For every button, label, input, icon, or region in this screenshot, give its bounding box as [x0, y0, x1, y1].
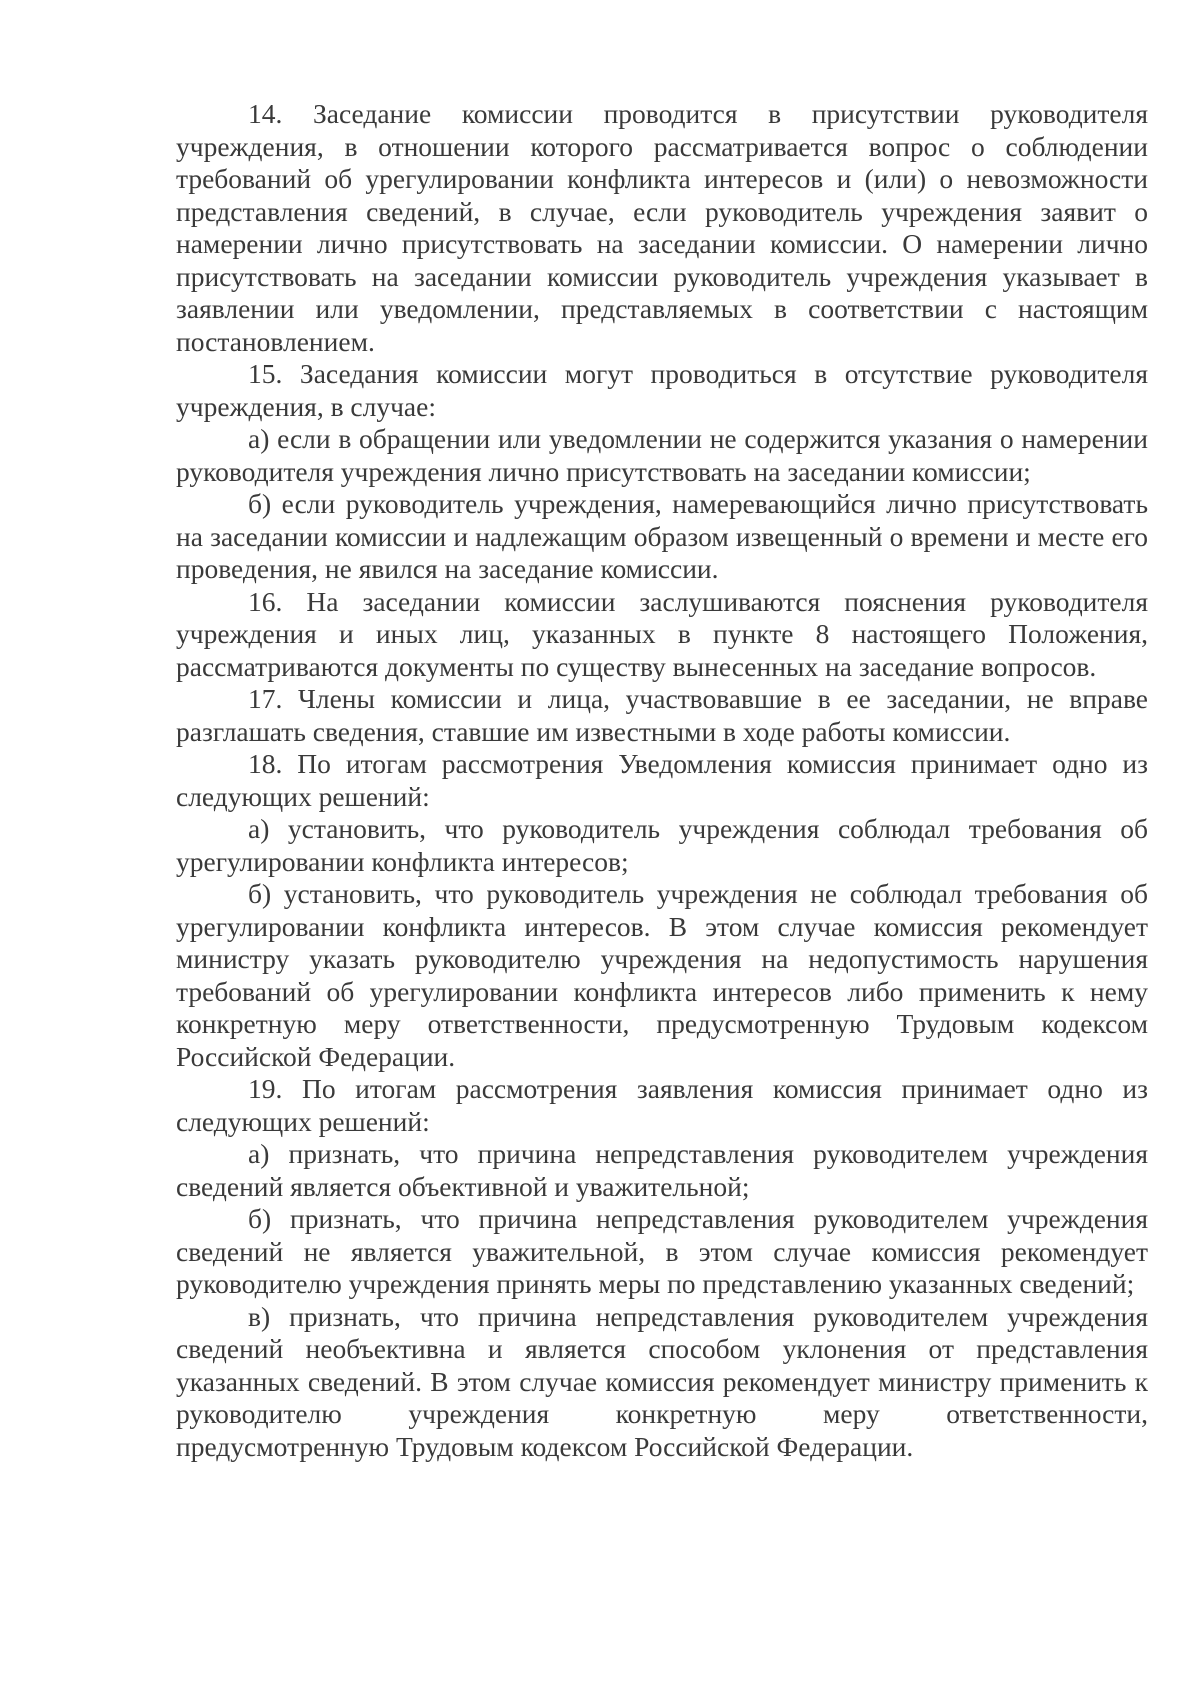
paragraph-15-b: б) если руководитель учреждения, намеревающийся лично присутствовать на заседании комиссии и надлежащим образом извещенный о времени и месте его проведения, не явился на заседание комиссии. — [176, 488, 1148, 584]
paragraph-18: 18. По итогам рассмотрения Уведомления комиссия принимает одно из следующих решений: — [176, 748, 1148, 812]
paragraph-19-b: б) признать, что причина непредставления руководителем учреждения сведений не является уважительной, в этом случае комиссия рекомендует руководителю учреждения принять меры по представлению указанных сведений; — [176, 1203, 1148, 1299]
paragraph-14: 14. Заседание комиссии проводится в присутствии руководителя учреждения, в отношении которого рассматривается вопрос о соблюдении требований об урегулировании конфликта интересов и (или) о невозможности представления сведений, в случае, если руководитель учреждения заявит о намерении лично присутствовать на заседании комиссии. О намерении лично присутствовать на заседании комиссии руководитель учреждения указывает в заявлении или уведомлении, представляемых в соответствии с настоящим постановлением. — [176, 98, 1148, 357]
paragraph-15: 15. Заседания комиссии могут проводиться в отсутствие руководителя учреждения, в случае: — [176, 358, 1148, 422]
paragraph-19-a: а) признать, что причина непредставления руководителем учреждения сведений является объективной и уважительной; — [176, 1138, 1148, 1202]
document-body — [176, 98, 1148, 1463]
paragraph-19-v: в) признать, что причина непредставления руководителем учреждения сведений необъективна и является способом уклонения от представления указанных сведений. В этом случае комиссия рекомендует министру применить к руководителю учреждения конкретную меру ответственности, — [176, 1300, 1148, 1429]
paragraph-18-b: б) установить, что руководитель учреждения не соблюдал требования об урегулировании конфликта интересов. В этом случае комиссия рекомендует министру указать руководителю учреждения на недопустимость нарушения требований об урегулировании конфликта интересов либо применить к нему конкретную меру ответственности, предусмотренную Трудовым кодексом Российской Федерации. — [176, 878, 1148, 1072]
paragraph-18-a: а) установить, что руководитель учреждения соблюдал требования об урегулировании конфликта интересов; — [176, 813, 1148, 877]
paragraph-17: 17. Члены комиссии и лица, участвовавшие в ее заседании, не вправе разглашать сведения, ставшие им известными в ходе работы комиссии. — [176, 683, 1148, 747]
paragraph-16: 16. На заседании комиссии заслушиваются пояснения руководителя учреждения и иных лиц, указанных в пункте 8 настоящего Положения, рассматриваются документы по существу вынесенных на заседание вопросов. — [176, 585, 1148, 682]
paragraph-19-v-continuation: предусмотренную Трудовым кодексом Российской Федерации. — [176, 1430, 914, 1462]
paragraph-15-a: а) если в обращении или уведомлении не содержится указания о намерении руководителя учреждения лично присутствовать на заседании комиссии; — [176, 423, 1148, 487]
paragraph-19: 19. По итогам рассмотрения заявления комиссия принимает одно из следующих решений: — [176, 1073, 1148, 1137]
